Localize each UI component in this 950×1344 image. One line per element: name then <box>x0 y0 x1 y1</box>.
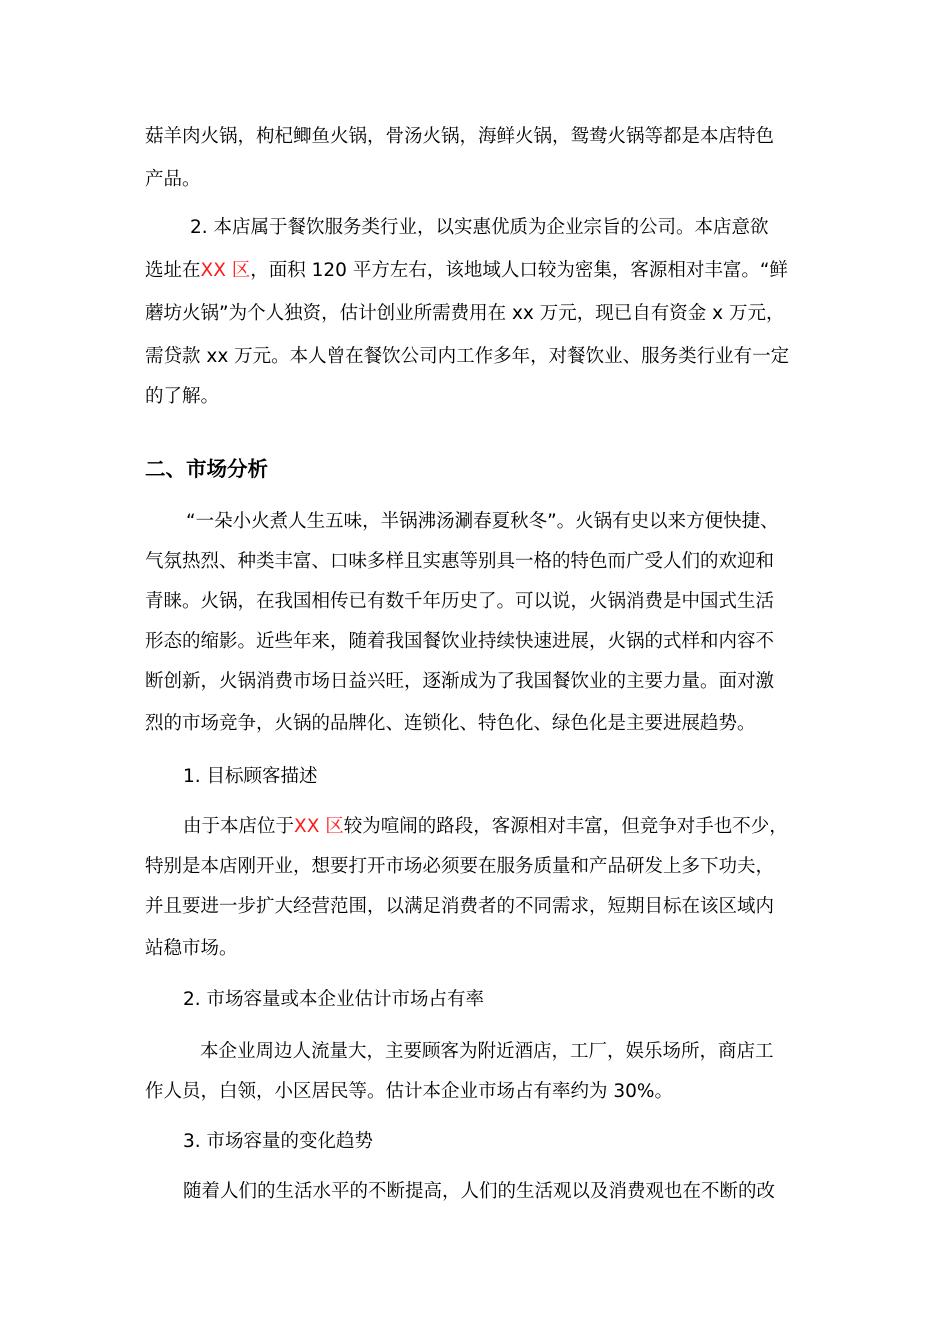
text-line <box>145 580 774 623</box>
paragraph-text: 的了解。 <box>145 386 220 407</box>
text-line <box>145 927 238 970</box>
paragraph-text: 气氛热烈、种类丰富、口味多样且实惠等别具一格的特色而广受人们的欢迎和 <box>145 551 775 572</box>
paragraph-text: 站稳市场。 <box>145 938 238 959</box>
paragraph-text: “一朵小火煮人生五味，半锅沸汤涮春夏秋冬”。火锅有史以来方便快捷、 <box>186 511 779 532</box>
text-line <box>183 805 788 848</box>
text-line <box>190 206 769 249</box>
text-line <box>145 1070 673 1113</box>
text-line <box>145 702 756 745</box>
paragraph-text: 2. 本店属于餐饮服务类行业，以实惠优质为企业宗旨的公司。本店意欲 <box>190 217 769 238</box>
text-line <box>145 115 774 158</box>
text-line <box>145 158 201 201</box>
subsection-title: 2. 市场容量或本企业估计市场占有率 <box>183 989 485 1010</box>
subsection-title: 3. 市场容量的变化趋势 <box>183 1131 374 1152</box>
text-line <box>183 1170 775 1213</box>
paragraph-text: 青睐。火锅，在我国相传已有数千年历史了。可以说，火锅消费是中国式生活 <box>145 591 775 612</box>
text-line <box>145 249 788 292</box>
text-line <box>145 540 774 583</box>
text-line <box>145 375 219 418</box>
text-line <box>145 660 774 703</box>
highlight-location: XX 区 <box>200 260 251 281</box>
text-line <box>145 620 774 663</box>
paragraph-text: 形态的缩影。近些年来，随着我国餐饮业持续快速进展，火锅的式样和内容不 <box>145 631 775 652</box>
paragraph-text: 蘑坊火锅”为个人独资，估计创业所需费用在 xx 万元，现已自有资金 x 万元， <box>145 303 785 324</box>
paragraph-text: 本企业周边人流量大，主要顾客为附近酒店，工厂，娱乐场所，商店工 <box>200 1041 774 1062</box>
paragraph-text: 较为喧闹的路段，客源相对丰富，但竞争对手也不少， <box>343 816 788 837</box>
paragraph-text: 菇羊肉火锅，枸杞鲫鱼火锅，骨汤火锅，海鲜火锅，鸳鸯火锅等都是本店特色 <box>145 126 775 147</box>
paragraph-text: 由于本店位于 <box>183 816 295 837</box>
text-line <box>186 500 779 543</box>
paragraph-text: 并且要进一步扩大经营范围，以满足消费者的不同需求，短期目标在该区域内 <box>145 896 775 917</box>
text-line <box>145 292 784 335</box>
highlight-location: XX 区 <box>294 816 344 837</box>
paragraph-text: ，面积 120 平方左右，该地域人口较为密集，客源相对丰富。“鲜 <box>250 260 788 281</box>
subsection-title: 1. 目标顾客描述 <box>183 766 318 787</box>
paragraph-text: 作人员，白领，小区居民等。估计本企业市场占有率约为 30%。 <box>145 1081 674 1102</box>
paragraph-text: 断创新，火锅消费市场日益兴旺，逐渐成为了我国餐饮业的主要力量。面对激 <box>145 671 775 692</box>
paragraph-text: 特别是本店刚开业，想要打开市场必须要在服务质量和产品研发上多下功夫， <box>145 856 775 877</box>
paragraph-text: 需贷款 xx 万元。本人曾在餐饮公司内工作多年，对餐饮业、服务类行业有一定 <box>145 346 790 367</box>
paragraph-text: 产品。 <box>145 169 201 190</box>
text-line <box>145 885 774 928</box>
paragraph-text: 选址在 <box>145 260 201 281</box>
text-line <box>145 335 789 378</box>
paragraph-text: 随着人们的生活水平的不断提高，人们的生活观以及消费观也在不断的改 <box>183 1181 776 1202</box>
text-line <box>145 845 774 888</box>
section-heading: 二、市场分析 <box>145 457 268 481</box>
text-line <box>200 1030 774 1073</box>
paragraph-text: 烈的市场竞争，火锅的品牌化、连锁化、特色化、绿色化是主要进展趋势。 <box>145 713 756 734</box>
